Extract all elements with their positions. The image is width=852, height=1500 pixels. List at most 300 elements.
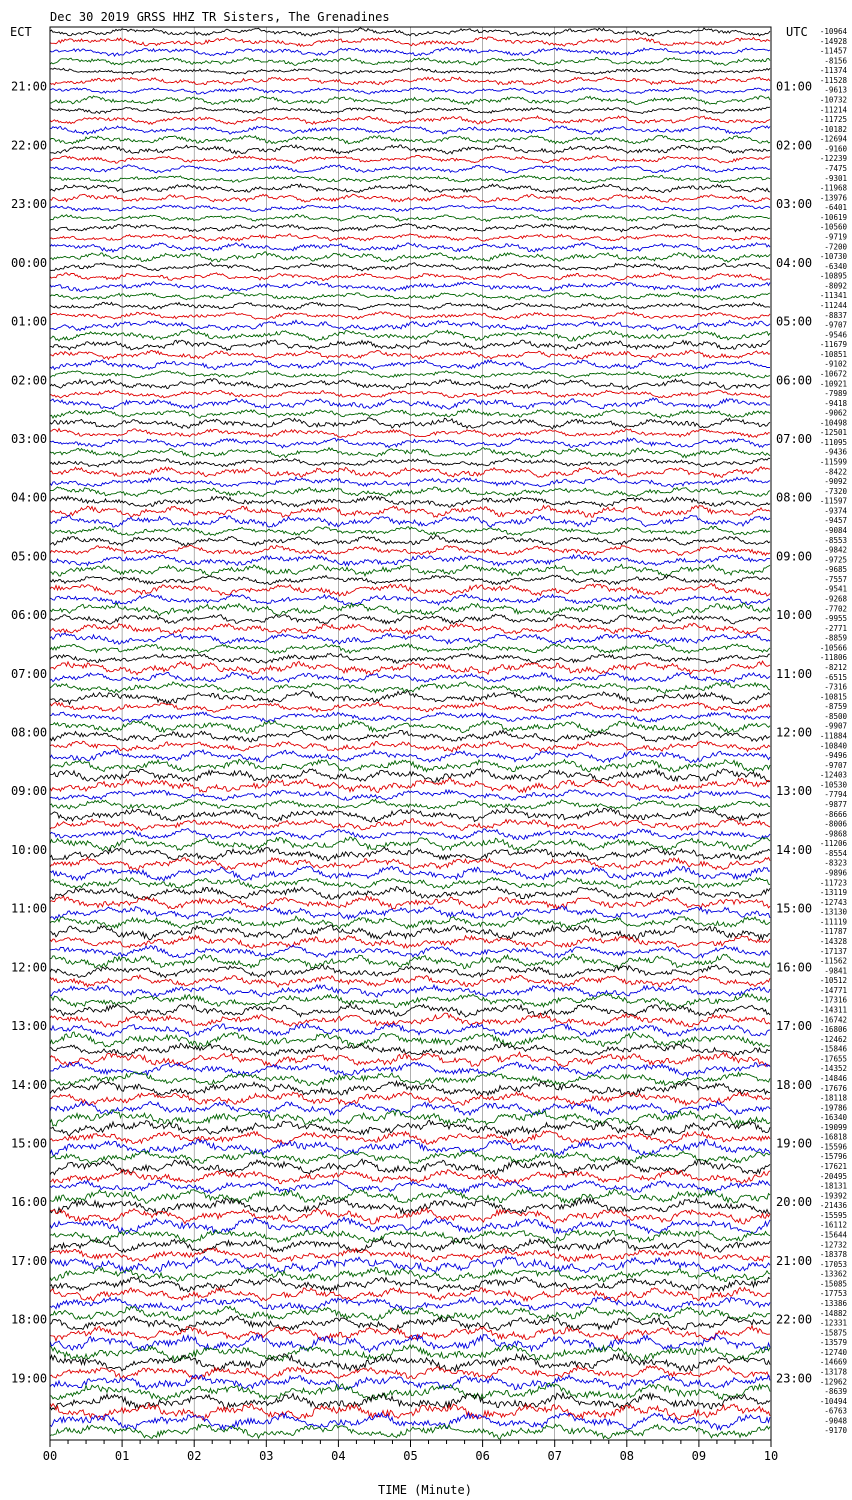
trace-row-33 — [50, 350, 770, 359]
x-tick-label: 05 — [403, 1449, 418, 1463]
trace-offset-label: -7702 — [824, 604, 847, 614]
trace-row-128 — [50, 1277, 770, 1292]
trace-row-76 — [50, 769, 770, 783]
trace-row-9 — [50, 116, 770, 124]
trace-row-34 — [50, 360, 770, 370]
right-hour-label: 03:00 — [776, 197, 813, 212]
trace-offset-label: -8859 — [824, 633, 847, 643]
trace-offset-label: -17753 — [819, 1289, 847, 1299]
trace-row-53 — [50, 545, 770, 555]
trace-offset-label: -7989 — [824, 389, 847, 399]
trace-offset-label: -9955 — [824, 614, 847, 624]
left-hour-label: 04:00 — [11, 490, 48, 505]
x-tick-label: 04 — [331, 1449, 346, 1463]
trace-offset-label: -11597 — [819, 496, 847, 506]
left-hour-label: 21:00 — [11, 79, 48, 94]
trace-row-55 — [50, 564, 770, 576]
trace-row-64 — [50, 653, 770, 663]
trace-row-97 — [50, 975, 770, 987]
trace-offset-label: -10851 — [819, 349, 847, 359]
left-hour-label: 10:00 — [11, 842, 48, 857]
trace-row-117 — [50, 1170, 770, 1184]
trace-row-50 — [50, 515, 770, 527]
trace-offset-label: -19392 — [819, 1191, 847, 1201]
left-hour-label: 05:00 — [11, 549, 48, 564]
trace-row-7 — [50, 96, 770, 105]
trace-row-54 — [50, 555, 770, 566]
trace-row-18 — [50, 205, 770, 212]
trace-row-75 — [50, 759, 770, 772]
trace-row-13 — [50, 156, 770, 164]
trace-row-100 — [50, 1004, 770, 1018]
trace-offset-label: -8666 — [824, 809, 847, 819]
trace-row-125 — [50, 1248, 770, 1261]
right-hour-label: 04:00 — [776, 255, 813, 270]
trace-offset-label: -9374 — [824, 506, 847, 516]
trace-offset-label: -10182 — [819, 124, 847, 134]
right-hour-label: 19:00 — [776, 1136, 813, 1151]
trace-row-57 — [50, 584, 770, 597]
trace-row-31 — [50, 330, 770, 341]
trace-offset-label: -15595 — [819, 1210, 847, 1220]
trace-row-38 — [50, 398, 770, 409]
trace-offset-label: -8837 — [824, 310, 847, 320]
trace-offset-label: -13579 — [819, 1338, 847, 1348]
right-hour-label: 14:00 — [776, 842, 813, 857]
trace-row-39 — [50, 409, 770, 418]
trace-offset-label: -9707 — [824, 320, 847, 330]
trace-row-130 — [50, 1297, 770, 1311]
trace-row-0 — [50, 28, 770, 36]
right-hour-label: 01:00 — [776, 79, 813, 94]
trace-offset-label: -8639 — [824, 1387, 847, 1397]
trace-offset-labels — [820, 27, 848, 1435]
trace-offset-label: -10921 — [819, 379, 847, 389]
trace-offset-label: -17676 — [819, 1083, 847, 1093]
left-hour-label: 23:00 — [11, 197, 48, 212]
trace-offset-label: -10732 — [819, 95, 847, 105]
left-hour-label: 17:00 — [11, 1253, 48, 1268]
left-hour-label: 18:00 — [11, 1312, 48, 1327]
trace-offset-label: -10840 — [819, 741, 847, 751]
left-hour-label: 02:00 — [11, 373, 48, 388]
trace-offset-label: -14669 — [819, 1357, 847, 1367]
x-tick-label: 06 — [475, 1449, 490, 1463]
trace-offset-label: -13976 — [819, 193, 847, 203]
trace-row-77 — [50, 778, 770, 792]
trace-offset-label: -12743 — [819, 897, 847, 907]
trace-row-29 — [50, 312, 770, 320]
trace-row-65 — [50, 661, 770, 675]
trace-row-5 — [50, 77, 770, 85]
trace-row-25 — [50, 273, 770, 281]
right-hour-label: 06:00 — [776, 373, 813, 388]
trace-offset-label: -8156 — [824, 56, 847, 66]
trace-offset-label: -13386 — [819, 1299, 847, 1309]
trace-offset-label: -9841 — [824, 966, 847, 976]
left-hour-label: 07:00 — [11, 666, 48, 681]
trace-offset-label: -11457 — [819, 46, 847, 56]
trace-row-70 — [50, 712, 770, 722]
trace-offset-label: -17655 — [819, 1054, 847, 1064]
trace-offset-label: -9725 — [824, 555, 847, 565]
left-hour-label: 06:00 — [11, 608, 48, 623]
trace-offset-label: -17053 — [819, 1259, 847, 1269]
trace-offset-label: -16742 — [819, 1015, 847, 1025]
trace-row-127 — [50, 1267, 770, 1281]
trace-row-86 — [50, 866, 770, 881]
x-tick-label: 03 — [259, 1449, 274, 1463]
trace-offset-label: -12462 — [819, 1034, 847, 1044]
right-hour-label: 22:00 — [776, 1312, 813, 1327]
trace-row-134 — [50, 1334, 770, 1352]
trace-offset-label: -12239 — [819, 154, 847, 164]
trace-offset-label: -11725 — [819, 115, 847, 125]
trace-offset-label: -17137 — [819, 946, 847, 956]
trace-row-68 — [50, 691, 770, 705]
trace-row-87 — [50, 878, 770, 889]
trace-row-118 — [50, 1180, 770, 1193]
trace-offset-label: -15875 — [819, 1328, 847, 1338]
right-hour-label: 11:00 — [776, 666, 813, 681]
trace-offset-label: -9436 — [824, 447, 847, 457]
trace-row-88 — [50, 887, 770, 900]
trace-offset-label: -7316 — [824, 682, 847, 692]
trace-offset-label: -7475 — [824, 163, 847, 173]
trace-offset-label: -9301 — [824, 173, 847, 183]
trace-offset-label: -18118 — [819, 1093, 847, 1103]
trace-row-6 — [50, 87, 770, 94]
trace-row-17 — [50, 194, 770, 202]
trace-offset-label: -11206 — [819, 839, 847, 849]
left-hour-label: 08:00 — [11, 725, 48, 740]
trace-row-84 — [50, 847, 770, 860]
trace-offset-label: -9707 — [824, 760, 847, 770]
trace-offset-label: -11528 — [819, 75, 847, 85]
trace-row-113 — [50, 1131, 770, 1144]
trace-offset-label: -14352 — [819, 1064, 847, 1074]
trace-row-80 — [50, 808, 770, 822]
trace-offset-label: -9496 — [824, 751, 847, 761]
trace-offset-label: -10619 — [819, 212, 847, 222]
trace-row-59 — [50, 603, 770, 616]
trace-offset-label: -10560 — [819, 222, 847, 232]
trace-offset-label: -6401 — [824, 203, 847, 213]
trace-offset-label: -10672 — [819, 369, 847, 379]
trace-row-28 — [50, 302, 770, 310]
trace-row-98 — [50, 985, 770, 997]
right-hour-label: 13:00 — [776, 784, 813, 799]
right-hour-label: 08:00 — [776, 490, 813, 505]
trace-row-16 — [50, 184, 770, 193]
trace-offset-label: -9418 — [824, 398, 847, 408]
trace-offset-label: -9102 — [824, 359, 847, 369]
left-hour-labels — [11, 80, 47, 1386]
trace-row-91 — [50, 916, 770, 929]
trace-offset-label: -14882 — [819, 1308, 847, 1318]
trace-row-95 — [50, 954, 770, 969]
trace-row-78 — [50, 790, 770, 801]
trace-row-15 — [50, 175, 770, 182]
trace-row-2 — [50, 48, 770, 57]
trace-row-63 — [50, 643, 770, 653]
trace-offset-label: -17316 — [819, 995, 847, 1005]
trace-offset-label: -16818 — [819, 1132, 847, 1142]
trace-row-3 — [50, 58, 770, 66]
trace-row-119 — [50, 1189, 770, 1203]
trace-offset-label: -14771 — [819, 985, 847, 995]
trace-row-103 — [50, 1032, 770, 1048]
left-hour-label: 03:00 — [11, 431, 48, 446]
trace-row-10 — [50, 126, 770, 134]
trace-offset-label: -9842 — [824, 545, 847, 555]
x-tick-label: 07 — [547, 1449, 562, 1463]
trace-offset-label: -9541 — [824, 584, 847, 594]
trace-row-40 — [50, 418, 770, 429]
left-hour-label: 00:00 — [11, 255, 48, 270]
right-hour-label: 15:00 — [776, 901, 813, 916]
trace-offset-label: -9268 — [824, 594, 847, 604]
trace-offset-label: -11095 — [819, 437, 847, 447]
trace-row-69 — [50, 702, 770, 712]
right-hour-label: 10:00 — [776, 608, 813, 623]
trace-offset-label: -9092 — [824, 477, 847, 487]
trace-row-71 — [50, 721, 770, 734]
trace-row-44 — [50, 458, 770, 467]
left-hour-label: 12:00 — [11, 960, 48, 975]
trace-offset-label: -12962 — [819, 1377, 847, 1387]
trace-offset-label: -9877 — [824, 799, 847, 809]
trace-row-36 — [50, 379, 770, 390]
trace-offset-label: -12331 — [819, 1318, 847, 1328]
left-hour-label: 11:00 — [11, 901, 48, 916]
trace-row-110 — [50, 1101, 770, 1115]
trace-offset-label: -14928 — [819, 36, 847, 46]
trace-offset-label: -10895 — [819, 271, 847, 281]
trace-row-8 — [50, 107, 770, 114]
trace-offset-label: -15596 — [819, 1142, 847, 1152]
trace-row-142 — [50, 1413, 770, 1430]
x-tick-label: 09 — [691, 1449, 707, 1463]
left-hour-label: 01:00 — [11, 314, 48, 329]
trace-offset-label: -11679 — [819, 340, 847, 350]
chart-title: Dec 30 2019 GRSS HHZ TR Sisters, The Grenadines — [50, 10, 390, 24]
left-hour-label: 14:00 — [11, 1077, 48, 1092]
trace-row-20 — [50, 224, 770, 232]
trace-offset-label: -8554 — [824, 848, 847, 858]
trace-row-52 — [50, 536, 770, 546]
trace-row-49 — [50, 506, 770, 518]
right-timezone-label: UTC — [786, 25, 808, 39]
trace-offset-label: -9685 — [824, 565, 847, 575]
trace-offset-label: -10494 — [819, 1396, 847, 1406]
trace-row-11 — [50, 135, 770, 144]
trace-offset-label: -15644 — [819, 1230, 847, 1240]
trace-row-12 — [50, 145, 770, 154]
left-hour-label: 22:00 — [11, 138, 48, 153]
right-hour-label: 17:00 — [776, 1019, 813, 1034]
trace-row-79 — [50, 799, 770, 810]
trace-offset-label: -7557 — [824, 574, 847, 584]
trace-offset-label: -11214 — [819, 105, 847, 115]
trace-row-60 — [50, 614, 770, 624]
trace-offset-label: -11562 — [819, 956, 847, 966]
trace-offset-label: -11968 — [819, 183, 847, 193]
right-hour-label: 18:00 — [776, 1077, 813, 1092]
right-hour-label: 16:00 — [776, 960, 813, 975]
trace-row-19 — [50, 214, 770, 221]
right-hour-label: 21:00 — [776, 1253, 813, 1268]
trace-row-21 — [50, 234, 770, 241]
left-hour-label: 16:00 — [11, 1195, 48, 1210]
left-timezone-label: ECT — [10, 25, 32, 39]
trace-row-81 — [50, 819, 770, 831]
trace-row-114 — [50, 1140, 770, 1156]
trace-offset-label: -10964 — [819, 27, 847, 36]
trace-row-124 — [50, 1238, 770, 1253]
trace-row-102 — [50, 1023, 770, 1036]
trace-offset-label: -16340 — [819, 1113, 847, 1123]
left-hour-label: 15:00 — [11, 1136, 48, 1151]
trace-offset-label: -14328 — [819, 936, 847, 946]
trace-offset-label: -16806 — [819, 1025, 847, 1035]
trace-row-26 — [50, 281, 770, 291]
x-tick-label: 00 — [42, 1449, 58, 1463]
trace-row-73 — [50, 741, 770, 752]
trace-offset-label: -7320 — [824, 486, 847, 496]
trace-row-89 — [50, 896, 770, 909]
trace-row-43 — [50, 448, 770, 458]
trace-row-32 — [50, 340, 770, 350]
trace-row-83 — [50, 837, 770, 851]
trace-row-4 — [50, 68, 770, 74]
trace-offset-label: -13130 — [819, 907, 847, 917]
trace-offset-label: -19786 — [819, 1103, 847, 1113]
trace-offset-label: -9062 — [824, 408, 847, 418]
left-hour-label: 09:00 — [11, 784, 48, 799]
trace-offset-label: -8212 — [824, 663, 847, 673]
trace-offset-label: -11374 — [819, 66, 847, 76]
trace-row-61 — [50, 623, 770, 634]
trace-offset-label: -11119 — [819, 917, 847, 927]
x-tick-label: 02 — [186, 1449, 202, 1463]
trace-row-85 — [50, 858, 770, 871]
trace-offset-label: -8422 — [824, 467, 847, 477]
trace-offset-label: -9613 — [824, 85, 847, 95]
trace-row-46 — [50, 477, 770, 487]
right-hour-label: 09:00 — [776, 549, 813, 564]
trace-offset-label: -9160 — [824, 144, 847, 154]
trace-offset-label: -14311 — [819, 1005, 847, 1015]
trace-offset-label: -11244 — [819, 300, 847, 310]
trace-row-72 — [50, 730, 770, 742]
trace-offset-label: -18131 — [819, 1181, 847, 1191]
trace-offset-label: -9868 — [824, 829, 847, 839]
trace-offset-label: -9170 — [824, 1426, 847, 1436]
trace-row-101 — [50, 1013, 770, 1027]
trace-offset-label: -9907 — [824, 721, 847, 731]
trace-row-96 — [50, 965, 770, 978]
right-hour-label: 23:00 — [776, 1371, 813, 1386]
trace-row-30 — [50, 320, 770, 330]
trace-offset-label: -8006 — [824, 819, 847, 829]
left-hour-label: 13:00 — [11, 1019, 48, 1034]
trace-row-106 — [50, 1062, 770, 1076]
trace-offset-label: -10566 — [819, 643, 847, 653]
trace-row-141 — [50, 1403, 770, 1420]
trace-offset-label: -21436 — [819, 1201, 847, 1211]
trace-row-115 — [50, 1151, 770, 1164]
trace-row-58 — [50, 594, 770, 605]
trace-offset-label: -11806 — [819, 653, 847, 663]
trace-offset-label: -11599 — [819, 457, 847, 467]
trace-row-23 — [50, 252, 770, 262]
trace-offset-label: -19099 — [819, 1122, 847, 1132]
trace-row-41 — [50, 429, 770, 438]
trace-offset-label: -12740 — [819, 1347, 847, 1357]
trace-row-47 — [50, 487, 770, 497]
trace-offset-label: -18378 — [819, 1250, 847, 1260]
trace-row-143 — [50, 1424, 770, 1439]
right-hour-label: 07:00 — [776, 431, 813, 446]
trace-row-56 — [50, 575, 770, 584]
trace-offset-label: -10530 — [819, 780, 847, 790]
trace-offset-label: -6340 — [824, 261, 847, 271]
trace-row-82 — [50, 829, 770, 840]
trace-offset-label: -9084 — [824, 526, 847, 536]
trace-offset-label: -9719 — [824, 232, 847, 242]
trace-row-22 — [50, 243, 770, 252]
trace-offset-label: -10498 — [819, 418, 847, 428]
trace-offset-label: -12732 — [819, 1240, 847, 1250]
x-tick-label: 08 — [619, 1449, 635, 1463]
trace-row-123 — [50, 1230, 770, 1243]
trace-offset-label: -15846 — [819, 1044, 847, 1054]
trace-offset-label: -8553 — [824, 535, 847, 545]
trace-offset-label: -20495 — [819, 1171, 847, 1181]
trace-row-90 — [50, 906, 770, 919]
trace-offset-label: -17621 — [819, 1162, 847, 1172]
trace-offset-label: -6763 — [824, 1406, 847, 1416]
trace-row-129 — [50, 1288, 770, 1301]
right-hour-label: 20:00 — [776, 1195, 813, 1210]
trace-row-51 — [50, 526, 770, 535]
x-axis-label: TIME (Minute) — [378, 1483, 472, 1497]
x-tick-label: 01 — [114, 1449, 130, 1463]
trace-offset-label: -10815 — [819, 692, 847, 702]
trace-row-42 — [50, 438, 770, 448]
trace-offset-label: -16112 — [819, 1220, 847, 1230]
trace-row-62 — [50, 633, 770, 644]
trace-row-35 — [50, 371, 770, 379]
trace-offset-label: -6515 — [824, 672, 847, 682]
seismic-traces — [50, 28, 770, 1439]
trace-offset-label: -8500 — [824, 711, 847, 721]
trace-row-37 — [50, 390, 770, 398]
right-hour-label: 05:00 — [776, 314, 813, 329]
trace-offset-label: -8092 — [824, 281, 847, 291]
trace-row-27 — [50, 292, 770, 300]
trace-row-93 — [50, 935, 770, 948]
trace-offset-label: -11787 — [819, 927, 847, 937]
trace-row-67 — [50, 682, 770, 694]
trace-offset-label: -11723 — [819, 878, 847, 888]
trace-row-45 — [50, 467, 770, 478]
right-hour-labels — [776, 80, 812, 1386]
trace-row-133 — [50, 1326, 770, 1341]
trace-offset-label: -11341 — [819, 291, 847, 301]
trace-row-14 — [50, 165, 770, 173]
